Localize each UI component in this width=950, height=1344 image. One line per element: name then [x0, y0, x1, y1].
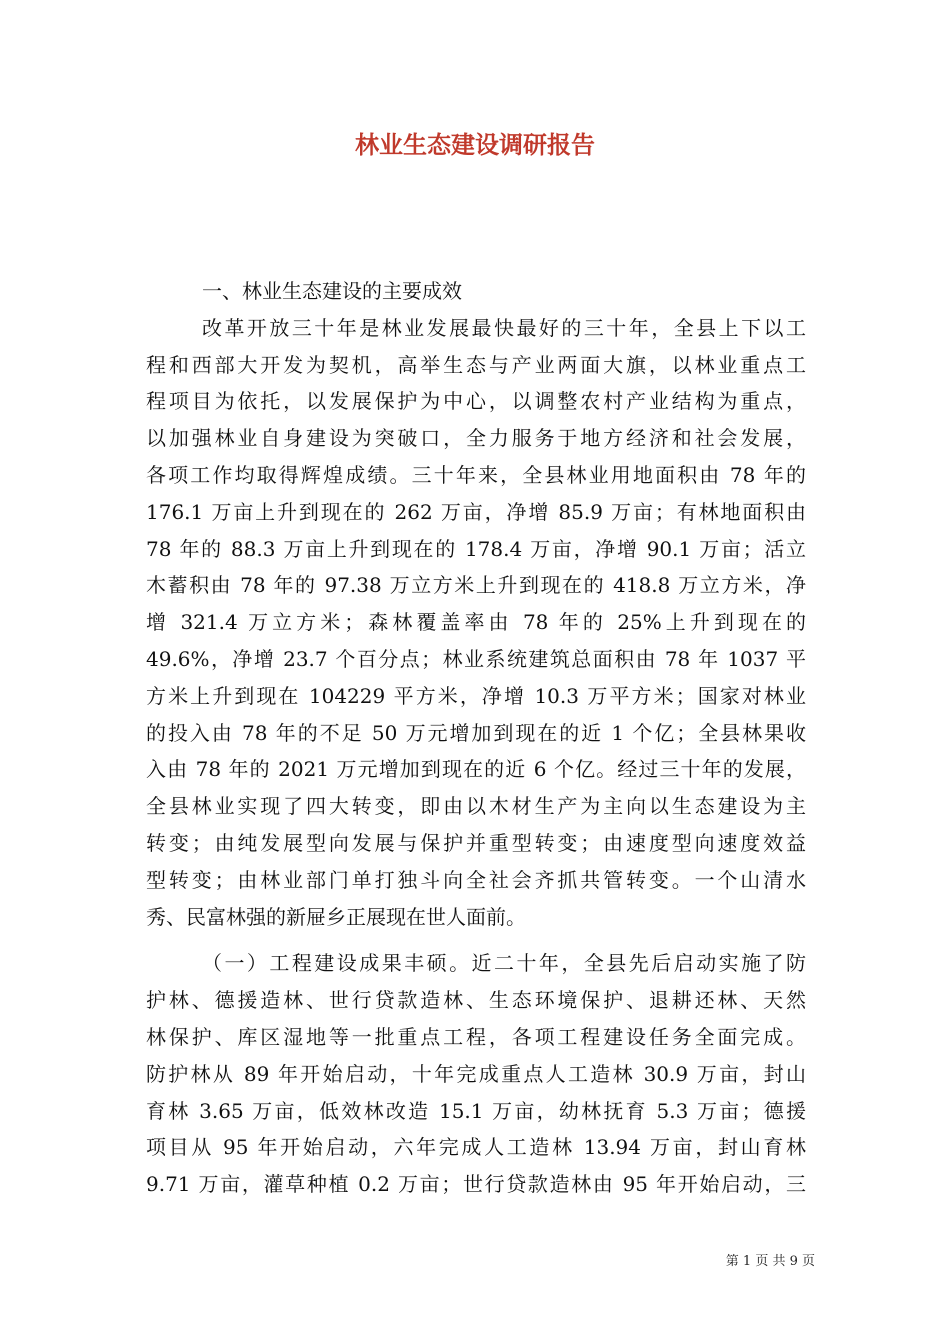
paragraph-line: 育林 3.65 万亩，低效林改造 15.1 万亩，幼林抚育 5.3 万亩；德援	[146, 1098, 806, 1123]
paragraph-line: 改革开放三十年是林业发展最快最好的三十年，全县上下以工	[202, 315, 806, 340]
paragraph-line: 项目从 95 年开始启动，六年完成人工造林 13.94 万亩，封山育林	[146, 1135, 806, 1160]
paragraph-line: 49.6%，净增 23.7 个百分点；林业系统建筑总面积由 78 年 1037 平	[146, 646, 806, 671]
paragraph-line: 78 年的 88.3 万亩上升到现在的 178.4 万亩，净增 90.1 万亩；活立	[146, 536, 806, 561]
section-heading: 一、林业生态建设的主要成效	[202, 279, 462, 303]
paragraph-line: 各项工作均取得辉煌成绩。三十年来，全县林业用地面积由 78 年的	[146, 462, 806, 487]
paragraph-line: 程项目为依托，以发展保护为中心，以调整农村产业结构为重点，	[146, 389, 806, 414]
paragraph-line: 的投入由 78 年的不足 50 万元增加到现在的近 1 个亿；全县林果收	[146, 720, 806, 745]
paragraph-line: 176.1 万亩上升到现在的 262 万亩，净增 85.9 万亩；有林地面积由	[146, 499, 806, 524]
paragraph-line: 秀、民富林强的新屉乡正展现在世人面前。	[146, 904, 526, 929]
paragraph-line: 增 321.4 万立方米；森林覆盖率由 78 年的 25%上升到现在的	[146, 610, 806, 635]
page-number: 第 1 页 共 9 页	[725, 1254, 815, 1269]
paragraph-line: （一）工程建设成果丰硕。近二十年，全县先后启动实施了防	[202, 951, 806, 976]
paragraph-2	[146, 945, 806, 1203]
paragraph-line: 入由 78 年的 2021 万元增加到现在的近 6 个亿。经过三十年的发展，	[146, 757, 806, 782]
document-title: 林业生态建设调研报告	[355, 130, 595, 159]
paragraph-line: 程和西部大开发为契机，高举生态与产业两面大旗，以林业重点工	[146, 352, 806, 377]
paragraph-line: 林保护、库区湿地等一批重点工程，各项工程建设任务全面完成。	[146, 1024, 806, 1049]
paragraph-line: 方米上升到现在 104229 平方米，净增 10.3 万平方米；国家对林业	[146, 683, 806, 708]
paragraph-line: 9.71 万亩，灌草种植 0.2 万亩；世行贷款造林由 95 年开始启动，三	[146, 1172, 806, 1197]
paragraph-line: 护林、德援造林、世行贷款造林、生态环境保护、退耕还林、天然	[146, 988, 806, 1013]
paragraph-line: 型转变；由林业部门单打独斗向全社会齐抓共管转变。一个山清水	[146, 867, 806, 892]
paragraph-line: 木蓄积由 78 年的 97.38 万立方米上升到现在的 418.8 万立方米，净	[146, 573, 806, 598]
paragraph-1	[146, 310, 806, 936]
paragraph-line: 转变；由纯发展型向发展与保护并重型转变；由速度型向速度效益	[146, 830, 806, 855]
paragraph-line: 以加强林业自身建设为突破口，全力服务于地方经济和社会发展，	[146, 426, 806, 451]
paragraph-line: 全县林业实现了四大转变，即由以木材生产为主向以生态建设为主	[146, 794, 806, 819]
document-body	[146, 273, 806, 1203]
paragraph-line: 防护林从 89 年开始启动，十年完成重点人工造林 30.9 万亩，封山	[146, 1061, 806, 1086]
